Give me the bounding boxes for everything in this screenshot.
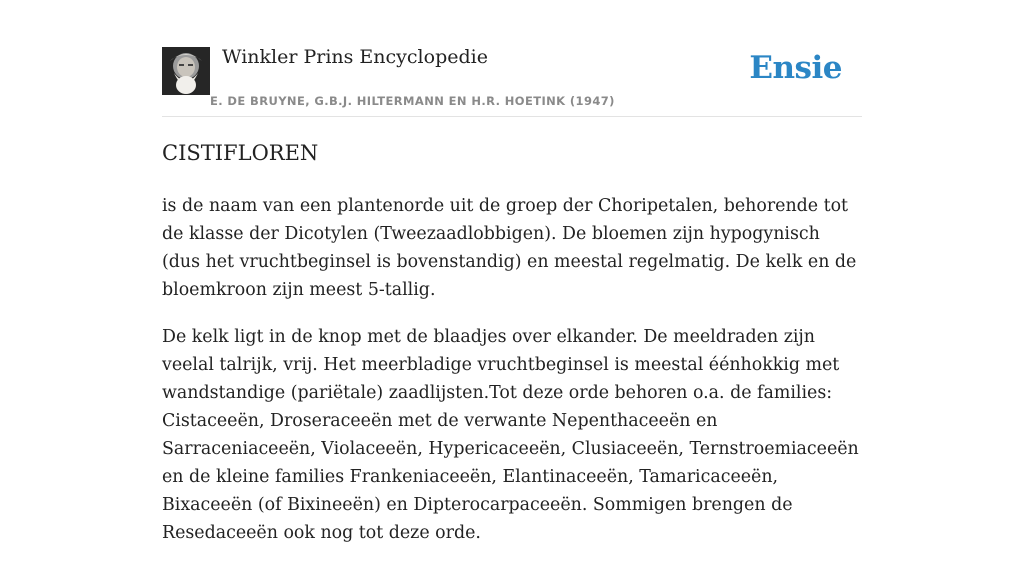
source-title[interactable]: Winkler Prins Encyclopedie xyxy=(222,46,488,68)
entry-paragraph: is de naam van een plantenorde uit de groep der Choripetalen, behorende tot de klasse der Dicotylen (Tweezaadlobbigen). De bloemen zijn hypogynisch (dus het vruchtbeginsel is bovenstandig) en meestal regelmatig. De kelk en de bloemkroon zijn meest 5-tallig. xyxy=(162,196,857,300)
entry-content xyxy=(162,192,862,566)
bearded-man-portrait-icon[interactable] xyxy=(162,47,210,95)
entry-title: CISTIFLOREN xyxy=(162,141,319,165)
source-authors: E. DE BRUYNE, G.B.J. HILTERMANN EN H.R. HOETINK (1947) xyxy=(210,94,615,108)
entry-paragraph: De kelk ligt in de knop met de blaadjes over elkander. De meeldraden zijn veelal talrijk, vrij. Het meerbladige vruchtbeginsel is meestal éénhokkig met wandstandige (pariëtale) zaadlijsten.Tot deze orde behoren o.a. de families: Cistaceeën, Droseraceeën met de verwante Nepenthaceeën en Sarraceniaceeën, Violaceeën, Hypericaceeën, Clusiaceeën, Ternstroemiaceeën en de kleine families Frankeniaceeën, Elantinaceeën, Tamaricaceeën, Bixaceeën (of Bixineeën) en Dipterocarpaceeën. Sommigen brengen de Resedaceeën ook nog tot deze orde. xyxy=(162,327,859,543)
ensie-logo[interactable]: Ensie xyxy=(749,50,842,86)
source-header xyxy=(162,40,862,117)
